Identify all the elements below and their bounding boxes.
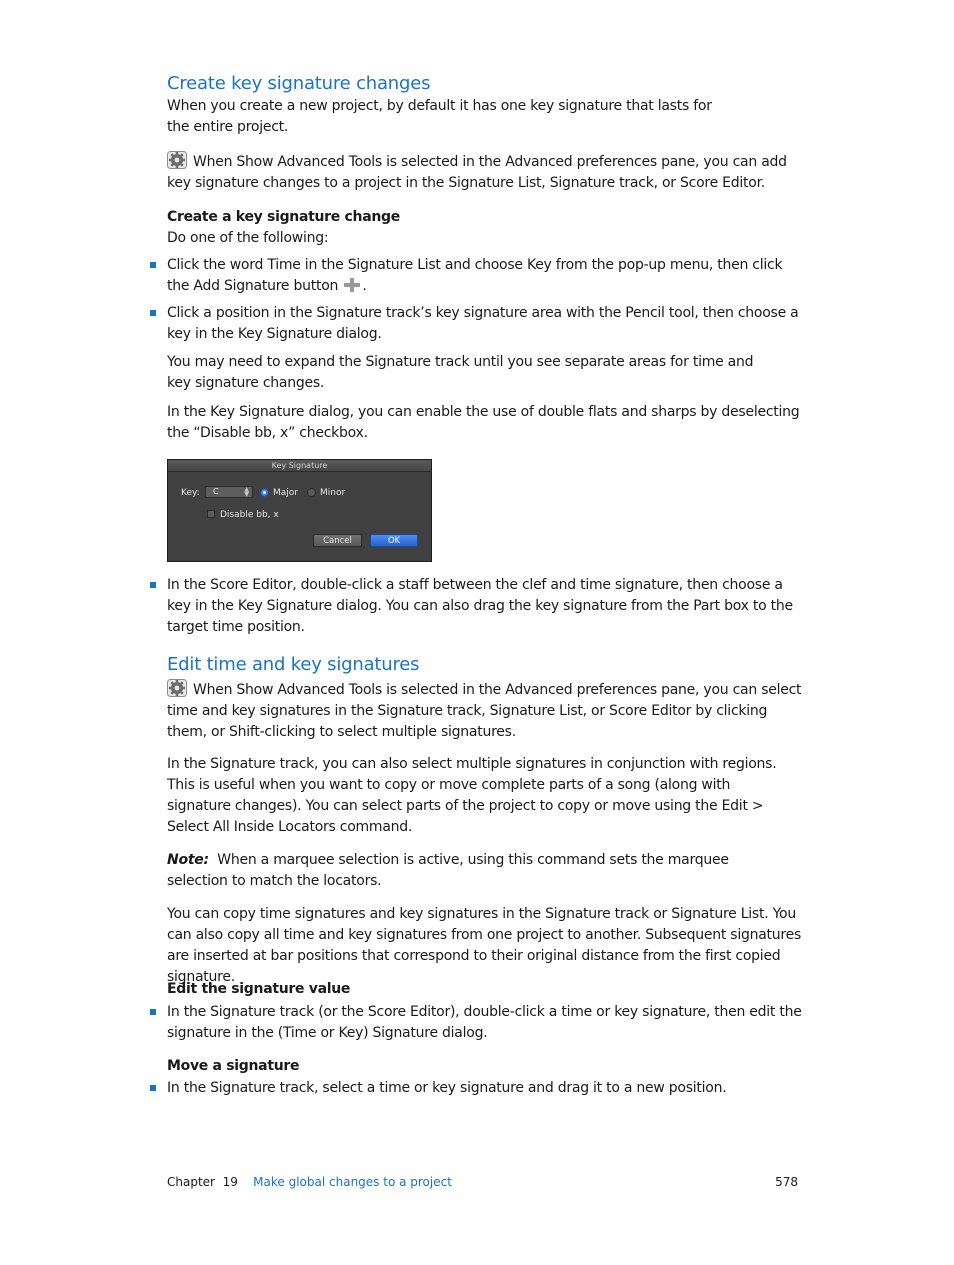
bullet-marker <box>150 1085 156 1091</box>
plus-icon <box>344 278 360 292</box>
list-item <box>167 1078 807 1099</box>
note-paragraph <box>167 850 787 892</box>
chapter-label: Chapter <box>167 1175 215 1189</box>
advanced-note-paragraph <box>167 151 807 194</box>
copy-paragraph: You can copy time signatures and key signatures in the Signature track or Signature List. You can also copy all time and key signatures from one project to another. Subsequent signatures are inserted at bar positions that correspond to their original distance from the first copied signature. <box>167 906 802 985</box>
dialog-paragraph: In the Key Signature dialog, you can enable the use of double flats and sharps by deselecting the “Disable bb, x” checkbox. <box>167 404 800 441</box>
key-label: Key: <box>181 488 200 498</box>
disable-bb-x-checkbox[interactable] <box>207 510 215 518</box>
key-select[interactable] <box>205 486 253 498</box>
section-heading-create-key-signature: Create key signature changes <box>167 73 431 94</box>
section-heading-edit-signatures: Edit time and key signatures <box>167 654 420 675</box>
task-title-create: Create a key signature change <box>167 209 400 225</box>
minor-radio[interactable] <box>307 488 316 497</box>
bullet-text: Click the word Time in the Signature List and choose Key from the pop-up menu, then click the Add Signature button <box>167 257 783 294</box>
page-footer <box>167 1174 452 1190</box>
ok-button[interactable]: OK <box>370 534 418 547</box>
bullet-text: In the Signature track, select a time or key signature and drag it to a new position. <box>167 1080 727 1096</box>
gear-icon <box>167 151 187 169</box>
list-item <box>167 255 807 297</box>
list-item <box>167 575 807 638</box>
bullet-marker <box>150 582 156 588</box>
task-intro: Do one of the following: <box>167 230 329 246</box>
gear-icon <box>167 679 187 697</box>
task-title-edit: Edit the signature value <box>167 981 351 997</box>
bullet-text: Click a position in the Signature track’s key signature area with the Pencil tool, then choose a key in the Key Signature dialog. <box>167 305 799 342</box>
bullet-marker <box>150 1009 156 1015</box>
cancel-button[interactable]: Cancel <box>313 534 362 547</box>
chapter-number: 19 <box>222 1175 238 1189</box>
bullet-marker <box>150 262 156 268</box>
regions-paragraph: In the Signature track, you can also select multiple signatures in conjunction with regions. This is useful when you want to copy or move complete parts of a song (along with signature changes). You can select parts of the project to copy or move using the Edit > Select All Inside Locators command. <box>167 756 777 835</box>
list-item <box>167 1002 807 1044</box>
expand-paragraph: You may need to expand the Signature track until you see separate areas for time and key signature changes. <box>167 354 754 391</box>
advanced-note-paragraph <box>167 679 807 743</box>
advanced-note-text: When Show Advanced Tools is selected in the Advanced preferences pane, you can add key signature changes to a project in the Signature List, Signature track, or Score Editor. <box>167 154 787 191</box>
bullet-text: In the Score Editor, double-click a staff between the clef and time signature, then choose a key in the Key Signature dialog. You can also drag the key signature from the Part box to the target time position. <box>167 577 793 635</box>
note-text: When a marquee selection is active, using this command sets the marquee selection to match the locators. <box>167 852 729 889</box>
bullet-text-end: . <box>362 278 367 294</box>
bullet-text: In the Signature track (or the Score Editor), double-click a time or key signature, then edit the signature in the (Time or Key) Signature dialog. <box>167 1004 802 1041</box>
bullet-marker <box>150 310 156 316</box>
task-title-move: Move a signature <box>167 1058 300 1074</box>
list-item <box>167 303 807 345</box>
key-signature-dialog <box>167 459 432 562</box>
updown-arrows-icon: ▲ ▼ <box>244 486 249 498</box>
major-label: Major <box>273 488 298 498</box>
dialog-title: Key Signature <box>168 460 431 472</box>
key-select-value: C <box>213 487 219 496</box>
chapter-title-link[interactable]: Make global changes to a project <box>253 1175 452 1189</box>
minor-label: Minor <box>320 488 346 498</box>
disable-bb-x-label: Disable bb, x <box>220 510 279 520</box>
major-radio[interactable] <box>260 488 269 497</box>
page-number: 578 <box>775 1175 798 1189</box>
intro-paragraph: When you create a new project, by default it has one key signature that lasts for the entire project. <box>167 98 712 135</box>
note-label: Note: <box>167 852 209 868</box>
advanced-note-text: When Show Advanced Tools is selected in the Advanced preferences pane, you can select time and key signatures in the Signature track, Signature List, or Score Editor by clicking them, or Shift-clicking to select multiple signatures. <box>167 682 802 740</box>
